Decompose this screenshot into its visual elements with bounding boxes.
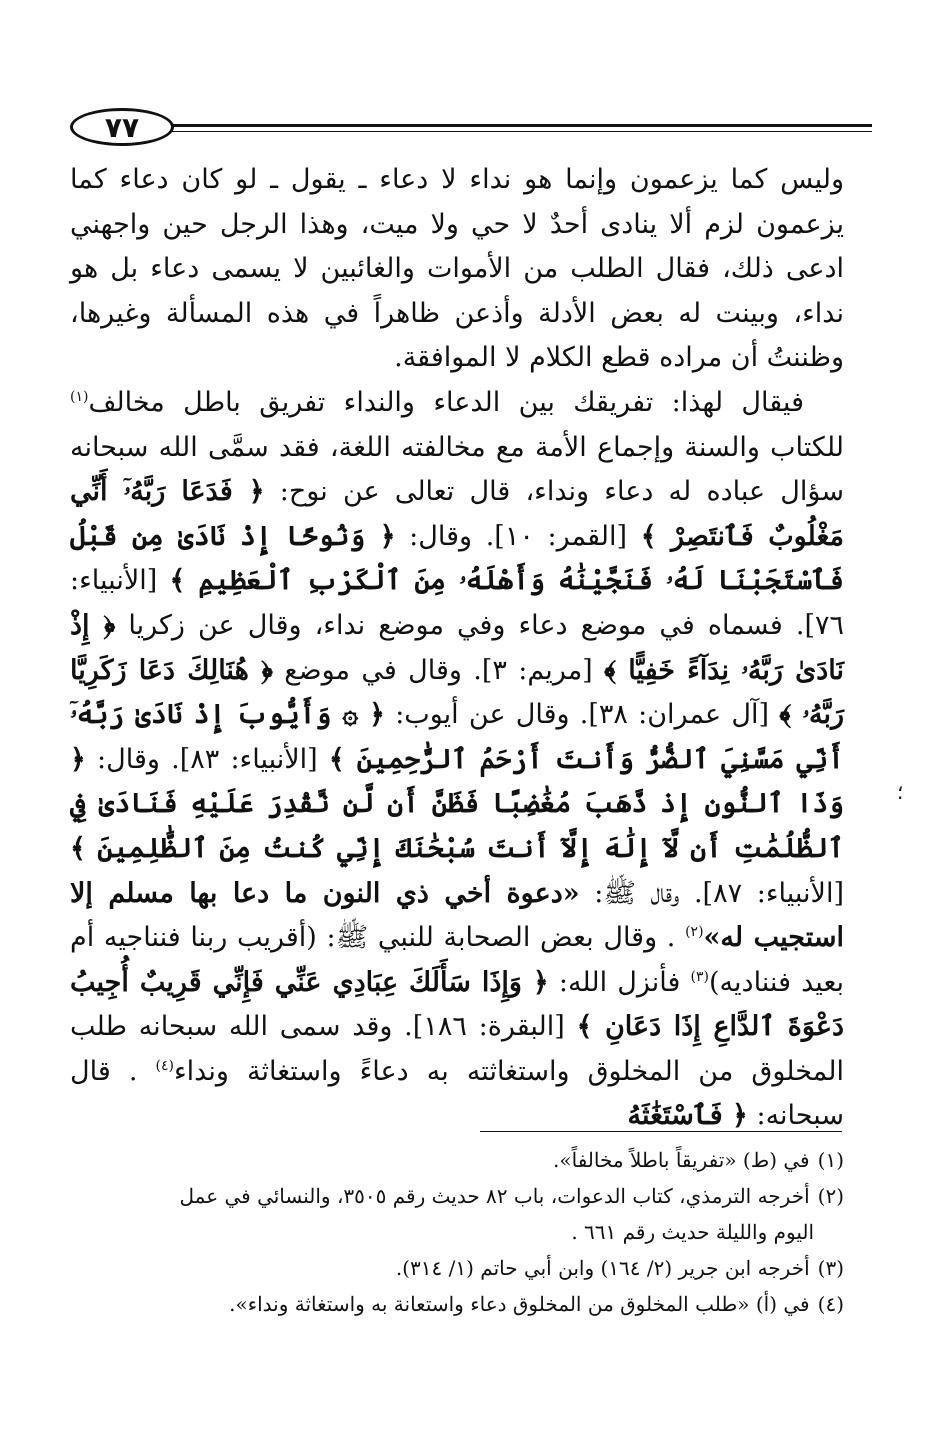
quran-verse: ﴿ وَنُوحًا إِذْ نَادَىٰ مِن قَبْلُ فَٱسْتَجَبْنَا لَهُۥ فَنَجَّيْنَٰهُ وَأَهْلَهُۥ مِنَ ٱلْكَرْبِ ٱلْعَظِيمِ ﴾ <box>70 520 844 597</box>
body-text: . قال سبحانه: <box>70 1055 844 1132</box>
body-text: فيقال لهذا: تفريقك بين الدعاء والنداء تفريق باطل مخالف <box>88 386 804 418</box>
body-text: [القمر: ١٠]. وقال: <box>395 520 641 552</box>
quran-verse: ﴿ فَدَعَا رَبَّهُۥٓ أَنِّي مَغْلُوبٌ فَٱنتَصِرْ ﴾ <box>70 476 844 552</box>
footnote-ref[interactable]: (١) <box>70 388 89 405</box>
body-paragraph <box>70 381 844 1139</box>
footnote <box>68 1178 844 1214</box>
main-text <box>70 158 844 1139</box>
footnote-text: في (أ) «طلب المخلوق من المخلوق دعاء واستعانة به واستغاثة ونداء». <box>229 1292 810 1316</box>
footnote-separator <box>480 1131 842 1132</box>
header-rule <box>162 124 872 127</box>
footnote-text: أخرجه ابن جرير (٢/ ١٦٤) وابن أبي حاتم (١/ ٣١٤). <box>395 1256 810 1280</box>
quran-verse: ﴿ إِذْ نَادَىٰ رَبَّهُۥ نِدَآءً خَفِيًّا ﴾ <box>70 609 844 686</box>
quran-verse: ﴿ هُنَالِكَ دَعَا زَكَرِيَّا رَبَّهُۥ ﴾ <box>70 654 844 731</box>
quran-verse: ﴿ وَإِذَا سَأَلَكَ عِبَادِي عَنِّي فَإِنِّي قَرِيبٌ أُجِيبُ دَعْوَةَ ٱلدَّاعِ إِذَا دَعَانِ ﴾ <box>70 966 845 1043</box>
body-text: وليس كما يزعمون وإنما هو نداء لا دعاء ـ يقول ـ لو كان دعاء كما يزعمون لزم ألا ينادى أحدٌ لا حي ولا ميت، وهذا الرجل حين واجهني ادعى ذلك، فقال الطلب من الأموات والغائبين لا يسمى دعاء بل هو نداء، وبينت له بعض الأدلة وأذعن ظاهراً في هذه المسألة وغيرها، وظننتُ أن مراده قطع الكلام لا الموافقة. <box>70 164 844 374</box>
body-text: [الأنبياء: ٧٦]. فسماه في موضع دعاء وفي موضع نداء، وقال عن زكريا <box>70 565 844 641</box>
margin-mark: ؛ <box>897 780 904 804</box>
body-paragraph <box>70 158 844 381</box>
body-text: فأنزل الله: <box>548 966 691 998</box>
footnote-text: أخرجه الترمذي، كتاب الدعوات، باب ٨٢ حديث رقم ٣٥٠٥، والنسائي في عمل <box>179 1184 810 1208</box>
body-text: [مريم: ٣]. وقال في موضع <box>272 654 605 686</box>
page-number: ٧٧ <box>70 108 174 146</box>
footnotes <box>68 1142 844 1322</box>
footnote <box>68 1250 844 1286</box>
footnote-ref[interactable]: (٣) <box>690 968 710 985</box>
body-text: [البقرة: ١٨٦]. وقد سمى الله سبحانه طلب المخلوق من المخلوق واستغاثته به دعاءً واستغاثة ونداء <box>70 1011 844 1087</box>
body-text: [آل عمران: ٣٨]. وقال عن أيوب: <box>385 699 780 731</box>
quran-verse: ﴿ ۞ وَأَيُّوبَ إِذْ نَادَىٰ رَبَّهُۥٓ أَنِّي مَسَّنِيَ ٱلضُّرُّ وَأَنتَ أَرْحَمُ ٱلرَّٰحِمِينَ ﴾ <box>70 699 844 775</box>
footnote-ref[interactable]: (٤) <box>155 1057 174 1074</box>
header-rule-thin <box>162 131 872 132</box>
footnote-continuation: اليوم والليلة حديث رقم ٦٦١ . <box>571 1220 814 1244</box>
page-header <box>62 104 872 152</box>
footnote-number: (٢) <box>817 1184 844 1208</box>
footnote <box>68 1286 844 1322</box>
footnote-text: في (ط) «تفريقاً باطلاً مخالفاً». <box>553 1148 810 1172</box>
body-text: [الأنبياء: ٨٧]. وقال ﷺ: <box>579 877 844 909</box>
footnote-number: (٤) <box>817 1292 844 1316</box>
footnote-ref[interactable]: (٢) <box>685 924 704 941</box>
hadith-text: «دعوة أخي ذي النون ما دعا بها مسلم إلا استجيب له» <box>70 877 844 954</box>
footnote-number: (١) <box>817 1148 844 1172</box>
quran-verse: ﴿ فَٱسْتَغَٰثَهُ <box>627 1100 748 1132</box>
body-text: [الأنبياء: ٨٣]. وقال: <box>85 743 329 775</box>
body-text: . وقال بعض الصحابة للنبي ﷺ: (أقريب ربنا فنناجيه أم بعيد فنناديه) <box>70 922 844 998</box>
footnote <box>68 1142 844 1178</box>
body-text: للكتاب والسنة وإجماع الأمة مع مخالفته اللغة، فقد سمَّى الله سبحانه سؤال عباده له دعاء ونداء، قال تعالى عن نوح: <box>70 431 844 508</box>
quran-verse: ﴿ وَذَا ٱلنُّونِ إِذ ذَّهَبَ مُغَٰضِبًا فَظَنَّ أَن لَّن نَّقْدِرَ عَلَيْهِ فَنَادَىٰ فِي ٱلظُّلُمَٰتِ أَن لَّآ إِلَٰهَ إِلَّآ أَنتَ سُبْحَٰنَكَ إِنِّي كُنتُ مِنَ ٱلظَّٰلِمِينَ ﴾ <box>70 743 844 864</box>
footnote-number: (٣) <box>817 1256 844 1280</box>
